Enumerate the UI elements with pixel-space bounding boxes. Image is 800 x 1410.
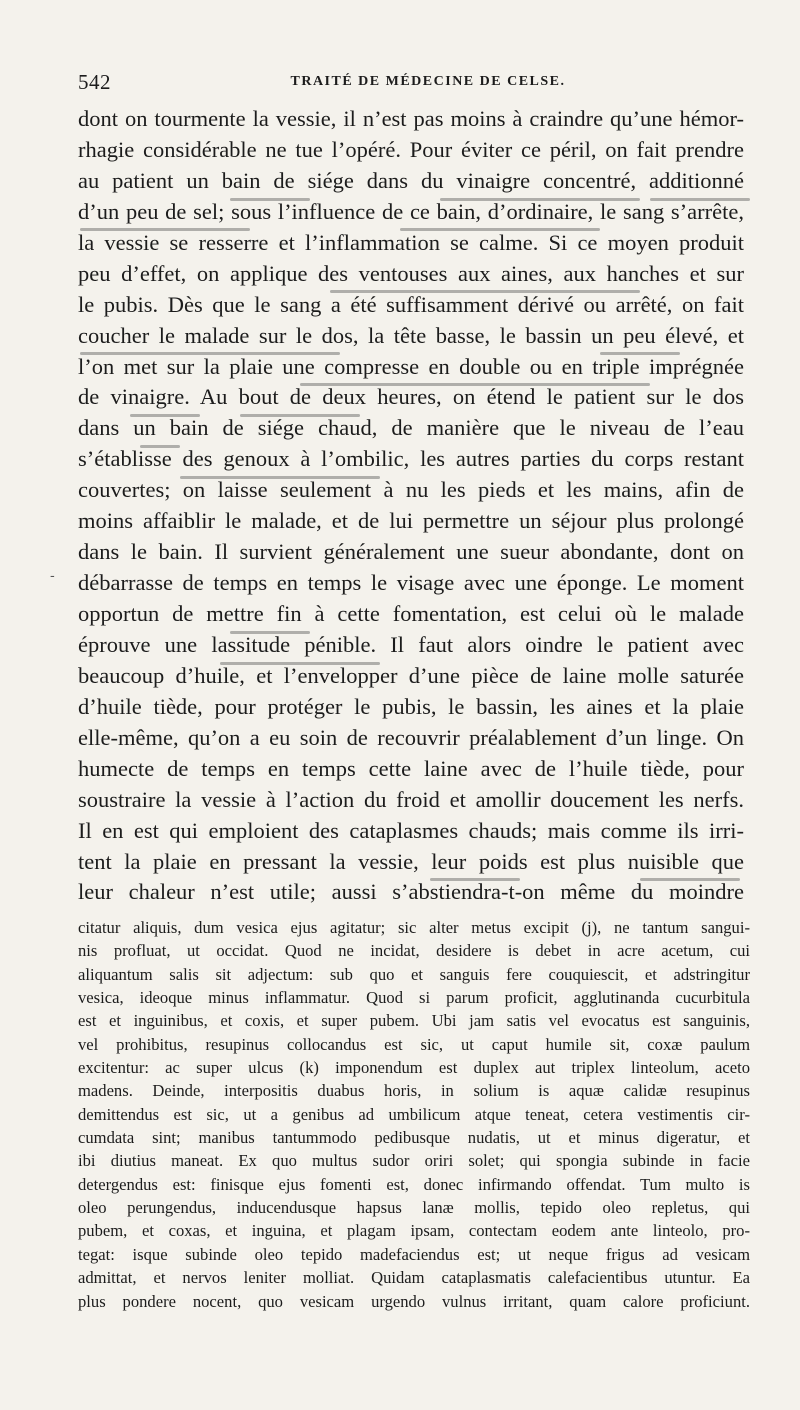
latin-line: est et inguinibus, et coxis, et super pubem. Ubi jam satis vel evocatus est sanguinis, (78, 1011, 750, 1031)
text-line: dans le bain. Il survient généralement une sueur abondante, dont on (78, 539, 744, 565)
text-line: dans un bain de siége chaud, de manière que le niveau de l’eau (78, 415, 744, 441)
text-line: d’huile tiède, pour protéger le pubis, le bassin, les aines et la plaie (78, 693, 744, 719)
text-line: elle-même, qu’on a eu soin de recouvrir préalablement d’un linge. On (78, 724, 744, 750)
pencil-underline (230, 631, 310, 634)
text-line: de vinaigre. Au bout de deux heures, on étend le patient sur le dos (78, 384, 744, 410)
text-line: le pubis. Dès que le sang a été suffisamment dérivé ou arrêté, on fait (78, 291, 744, 317)
pencil-underline (80, 352, 340, 355)
page-header (78, 70, 758, 100)
text-line: d’un peu de sel; sous l’influence de ce bain, d’ordinaire, le sang s’arrête, (78, 198, 744, 224)
pencil-underline (140, 445, 180, 448)
pencil-underline (230, 198, 310, 201)
pencil-underline (80, 228, 250, 231)
pencil-underline (440, 198, 640, 201)
text-line: Il en est qui emploient des cataplasmes chauds; mais comme ils irri- (78, 817, 744, 843)
text-line: la vessie se resserre et l’inflammation se calme. Si ce moyen produit (78, 229, 744, 255)
text-line: coucher le malade sur le dos, la tête basse, le bassin un peu élevé, et (78, 322, 744, 348)
text-line: soustraire la vessie à l’action du froid et amollir doucement les nerfs. (78, 786, 744, 812)
pencil-underline (240, 414, 360, 417)
latin-line: plus pondere nocent, quo vesicam urgendo vulnus irritant, quam calore proficiunt. (78, 1291, 750, 1311)
pencil-underline (400, 228, 600, 231)
text-line: s’établisse des genoux à l’ombilic, les autres parties du corps restant (78, 446, 744, 472)
pencil-underline (300, 383, 650, 386)
pencil-underline (130, 414, 200, 417)
text-line: dont on tourmente la vessie, il n’est pas moins à craindre qu’une hémor- (78, 106, 744, 131)
latin-line: admittat, et nervos leniter molliat. Quidam cataplasmatis calefacientibus utuntur. Ea (78, 1268, 750, 1288)
latin-line: nis profluat, ut occidat. Quod ne incidat, desidere is debet in acre acetum, cui (78, 941, 750, 961)
pencil-underline (640, 878, 740, 881)
text-line: couvertes; on laisse seulement à nu les pieds et les mains, afin de (78, 477, 744, 503)
text-line: beaucoup d’huile, et l’envelopper d’une pièce de laine molle saturée (78, 662, 744, 688)
text-line: rhagie considérable ne tue l’opéré. Pour éviter ce péril, on fait prendre (78, 136, 744, 162)
text-line: l’on met sur la plaie une compresse en double ou en triple imprégnée (78, 353, 744, 379)
pencil-underline (330, 290, 640, 293)
latin-line: citatur aliquis, dum vesica ejus agitatur; sic alter metus excipit (j), ne tantum sangui- (78, 918, 750, 937)
pencil-underline (180, 476, 380, 479)
latin-line: demittendus est sic, ut a genibus ad umbilicum atque teneat, cetera vestimentis cir- (78, 1104, 750, 1124)
latin-line: madens. Deinde, interpositis duabus horis, in solium is aquæ calidæ resupinus (78, 1081, 750, 1101)
text-line: moins affaiblir le malade, et de lui permettre un séjour plus prolongé (78, 508, 744, 534)
latin-line: cumdata sint; manibus tantummodo pedibusque nudatis, ut et minus digeratur, et (78, 1128, 750, 1148)
pencil-underline (220, 662, 380, 665)
text-line: peu d’effet, on applique des ventouses aux aines, aux hanches et sur (78, 260, 744, 286)
text-line: éprouve une lassitude pénible. Il faut alors oindre le patient avec (78, 631, 744, 657)
latin-line: vel prohibitus, resupinus collocandus est sic, ut caput humile sit, coxæ paulum (78, 1034, 750, 1054)
latin-line: detergendus est: finisque ejus fomenti est, donec infirmando offendat. Tum multo is (78, 1174, 750, 1194)
french-translation-text (78, 104, 744, 908)
latin-line: oleo perungendus, inducendusque hapsus lanæ mollis, tepido oleo repletus, qui (78, 1198, 750, 1218)
margin-mark: - (50, 568, 55, 584)
pencil-underline (430, 878, 520, 881)
latin-line: aliquantum salis sit adjectum: sub quo et sanguis fere couquiescit, et adstringitur (78, 964, 750, 984)
latin-original-text (78, 916, 750, 1313)
text-line: débarrasse de temps en temps le visage avec une éponge. Le moment (78, 570, 744, 596)
text-line: leur chaleur n’est utile; aussi s’abstiendra-t-on même du moindre (78, 879, 744, 905)
latin-line: vesica, ideoque minus inflammatur. Quod si parum proficit, agglutinanda cucurbitula (78, 988, 750, 1008)
text-line: au patient un bain de siége dans du vinaigre concentré, additionné (78, 167, 744, 193)
latin-line: tegat: isque subinde oleo tepido madefaciendus est; ut neque frigus ad vesicam (78, 1244, 750, 1264)
latin-line: pubem, et coxas, et inguina, et plagam ipsam, contectam eodem ante linteolo, pro- (78, 1221, 750, 1241)
pencil-underline (600, 352, 680, 355)
pencil-underline (650, 198, 750, 201)
text-line: humecte de temps en temps cette laine avec de l’huile tiède, pour (78, 755, 744, 781)
text-line: opportun de mettre fin à cette fomentation, est celui où le malade (78, 601, 744, 626)
page-number: 542 (78, 70, 111, 94)
latin-line: ibi diutius maneat. Ex quo multus sudor oriri solet; qui spongia subinde in facie (78, 1151, 750, 1171)
text-line: tent la plaie en pressant la vessie, leur poids est plus nuisible que (78, 848, 744, 874)
latin-line: excitentur: ac super ulcus (k) imponendum est duplex aut triplex linteolum, aceto (78, 1058, 750, 1078)
running-title: TRAITÉ DE MÉDECINE DE CELSE. (290, 74, 566, 89)
